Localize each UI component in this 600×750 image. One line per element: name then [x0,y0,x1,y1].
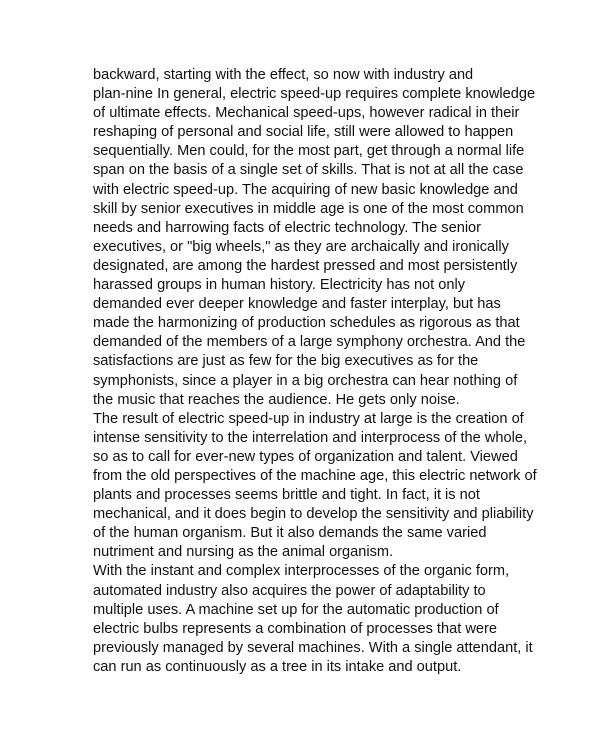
text-line: made the harmonizing of production schedules as rigorous as that [93,315,520,332]
text-line: from the old perspectives of the machine age, this electric network of [93,467,537,484]
text-line: so as to call for ever-new types of organization and talent. Viewed [93,448,518,465]
text-line: nutriment and nursing as the animal organism. [93,544,394,561]
text-line: The result of electric speed-up in industry at large is the creation of [93,410,524,427]
text-line: can run as continuously as a tree in its intake and output. [93,658,462,675]
text-line: satisfactions are just as few for the big executives as for the [93,353,479,370]
text-line: demanded of the members of a large symphony orchestra. And the [93,334,526,351]
text-line: mechanical, and it does begin to develop the sensitivity and pliability [93,506,534,523]
text-line: skill by senior executives in middle age is one of the most common [93,200,524,217]
text-line: backward, starting with the effect, so now with industry and [93,67,474,83]
body-text [93,66,537,677]
text-line: of ultimate effects. Mechanical speed-ups, however radical in their [93,105,520,122]
paragraph [93,66,536,410]
text-line: executives, or "big wheels," as they are archaically and ironically [93,238,509,255]
text-line: with electric speed-up. The acquiring of new basic knowledge and [93,181,518,198]
text-line: symphonists, since a player in a big orchestra can hear nothing of [93,372,518,389]
text-line: needs and harrowing facts of electric technology. The senior [93,219,482,236]
text-line: sequentially. Men could, for the most part, get through a normal life [93,143,525,160]
text-line: the music that reaches the audience. He gets only noise. [93,391,460,408]
text-line: designated, are among the hardest pressed and most persistently [93,257,518,274]
text-line: reshaping of personal and social life, still were allowed to happen [93,124,514,141]
text-line: harassed groups in human history. Electricity has not only [93,277,466,294]
text-line: multiple uses. A machine set up for the automatic production of [93,601,499,618]
text-line: span on the basis of a single set of skills. That is not at all the case [93,162,524,179]
text-line: plan-nine In general, electric speed-up requires complete knowledge [93,86,536,103]
text-line: plants and processes seems brittle and tight. In fact, it is not [93,487,480,504]
paragraph [93,562,533,677]
text-line: intense sensitivity to the interrelation and interprocess of the whole, [93,429,528,446]
text-line: demanded ever deeper knowledge and faster interplay, but has [93,296,501,313]
text-line: electric bulbs represents a combination of processes that were [93,620,497,637]
text-line: With the instant and complex interprocesses of the organic form, [93,563,510,580]
text-line: previously managed by several machines. With a single attendant, it [93,639,533,656]
text-line: of the human organism. But it also demands the same varied [93,525,487,542]
text-line: automated industry also acquires the power of adaptability to [93,582,486,599]
paragraph [93,410,537,563]
